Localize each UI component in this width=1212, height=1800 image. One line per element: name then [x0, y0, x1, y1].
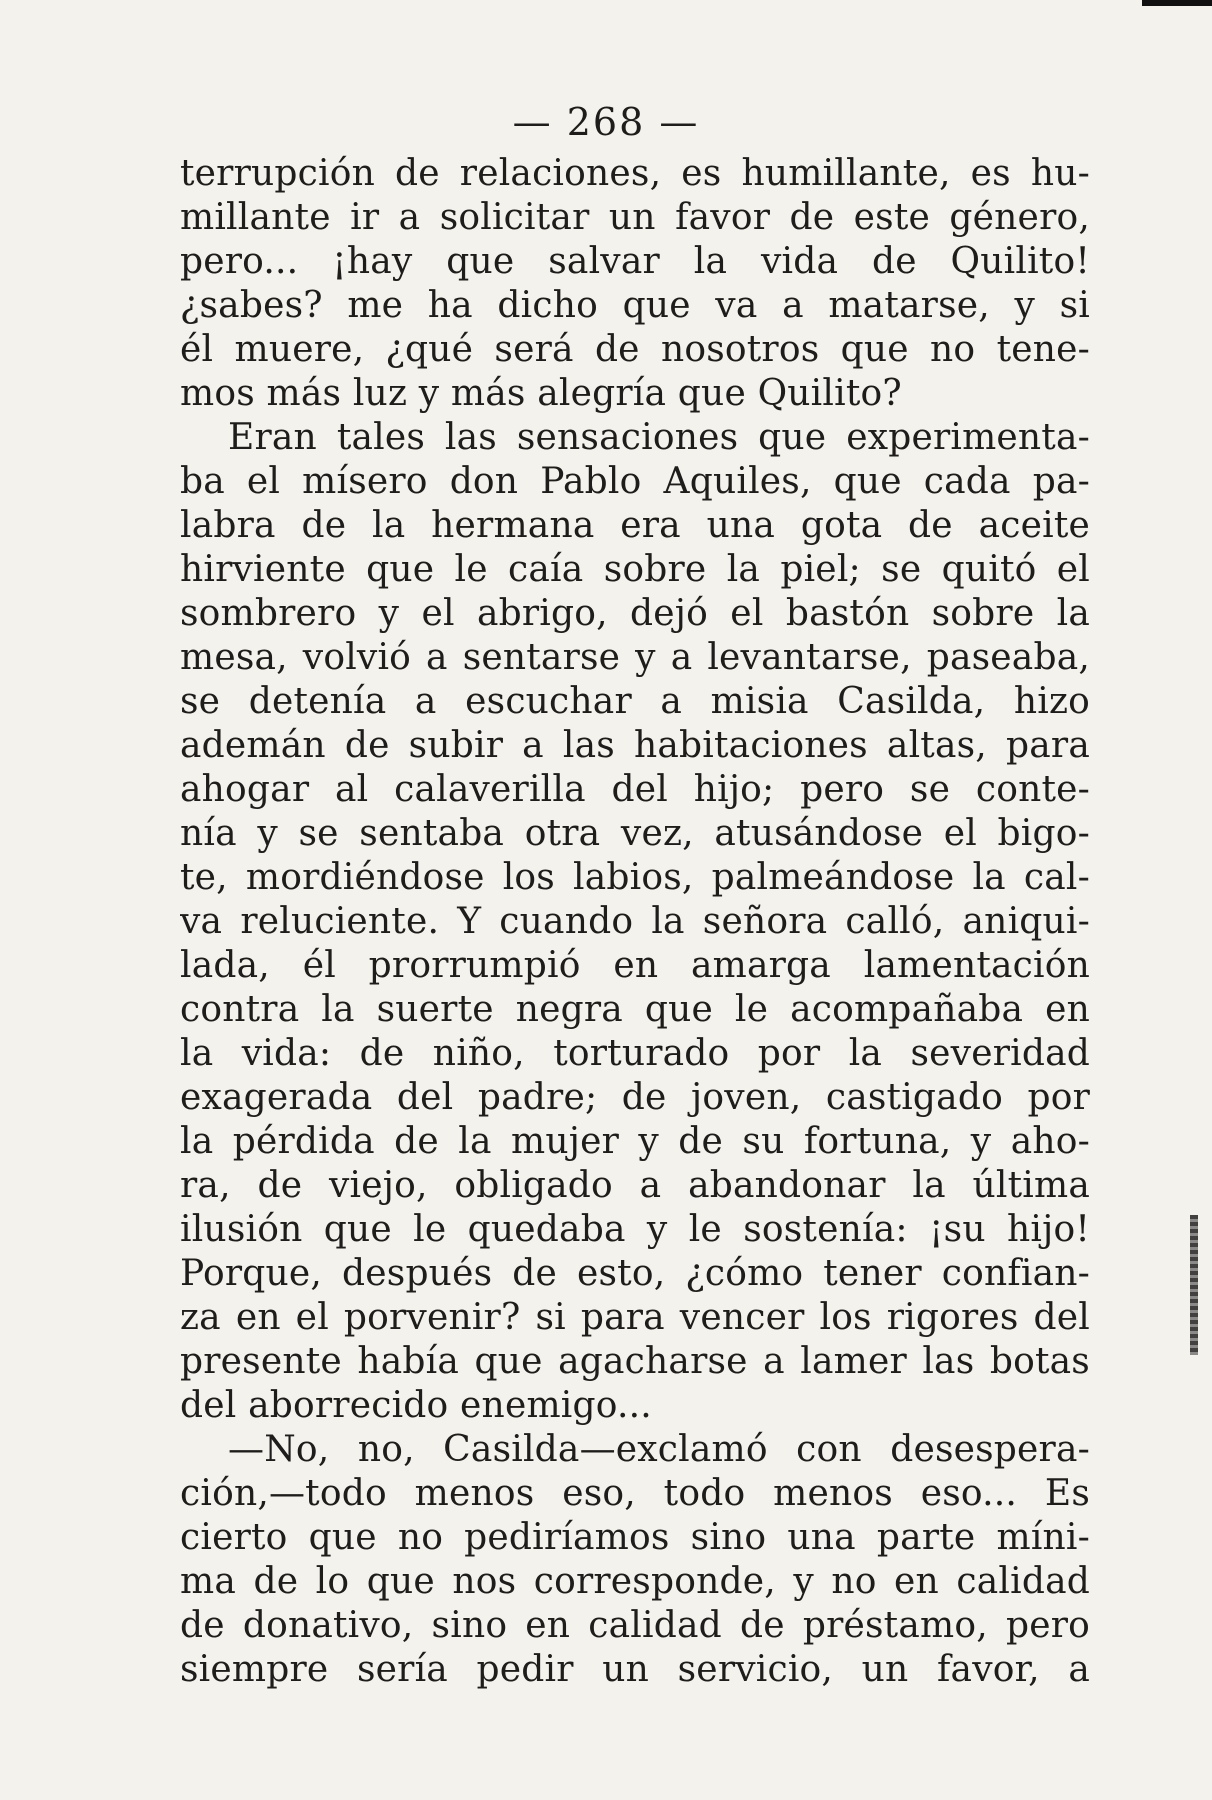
text-line: ra, de viejo, obligado a abandonar la última — [180, 1165, 1090, 1206]
text-line: la pérdida de la mujer y de su fortuna, y aho- — [180, 1121, 1090, 1162]
body-text — [180, 152, 1090, 1692]
scan-edge-mark — [1190, 1215, 1198, 1355]
text-line: lada, él prorrumpió en amarga lamentación — [180, 945, 1090, 986]
text-line: te, mordiéndose los labios, palmeándose la cal- — [180, 857, 1090, 898]
text-line: ba el mísero don Pablo Aquiles, que cada pa- — [180, 461, 1090, 502]
text-line: —No, no, Casilda—exclamó con desespera- — [228, 1429, 1090, 1470]
text-line: Eran tales las sensaciones que experimenta- — [228, 417, 1090, 458]
text-line: hirviente que le caía sobre la piel; se quitó el — [180, 549, 1090, 590]
text-line: va reluciente. Y cuando la señora calló, aniqui- — [180, 901, 1090, 942]
text-line: za en el porvenir? si para vencer los rigores del — [180, 1297, 1090, 1338]
text-line: del aborrecido enemigo... — [180, 1385, 652, 1426]
text-line: mos más luz y más alegría que Quilito? — [180, 373, 902, 414]
text-line: cierto que no pediríamos sino una parte míni- — [180, 1517, 1090, 1558]
text-line: presente había que agacharse a lamer las botas — [180, 1341, 1090, 1382]
text-line: la vida: de niño, torturado por la severidad — [180, 1033, 1090, 1074]
text-line: ademán de subir a las habitaciones altas, para — [180, 725, 1090, 766]
text-line: nía y se sentaba otra vez, atusándose el bigo- — [180, 813, 1090, 854]
text-line: contra la suerte negra que le acompañaba en — [180, 989, 1090, 1030]
text-line: se detenía a escuchar a misia Casilda, hizo — [180, 681, 1090, 722]
scan-corner-mark — [1142, 0, 1212, 6]
text-line: siempre sería pedir un servicio, un favor, a — [180, 1649, 1090, 1690]
text-line: ción,—todo menos eso, todo menos eso... Es — [180, 1473, 1090, 1514]
text-line: él muere, ¿qué será de nosotros que no tene- — [180, 329, 1090, 370]
text-line: ¿sabes? me ha dicho que va a matarse, y si — [180, 285, 1090, 326]
page-number: — 268 — — [512, 100, 700, 144]
text-line: sombrero y el abrigo, dejó el bastón sobre la — [180, 593, 1090, 634]
text-line: ahogar al calaverilla del hijo; pero se conte- — [180, 769, 1090, 810]
text-line: ma de lo que nos corresponde, y no en calidad — [180, 1561, 1090, 1602]
text-line: Porque, después de esto, ¿cómo tener confian- — [180, 1253, 1090, 1294]
text-line: de donativo, sino en calidad de préstamo, pero — [180, 1605, 1090, 1646]
text-line: exagerada del padre; de joven, castigado por — [180, 1077, 1090, 1118]
text-line: terrupción de relaciones, es humillante, es hu- — [180, 153, 1090, 194]
text-line: millante ir a solicitar un favor de este género, — [180, 197, 1090, 238]
text-line: ilusión que le quedaba y le sostenía: ¡su hijo! — [180, 1209, 1090, 1250]
text-line: pero... ¡hay que salvar la vida de Quilito! — [180, 241, 1090, 282]
text-line: mesa, volvió a sentarse y a levantarse, paseaba, — [180, 637, 1090, 678]
text-line: labra de la hermana era una gota de aceite — [180, 505, 1090, 546]
